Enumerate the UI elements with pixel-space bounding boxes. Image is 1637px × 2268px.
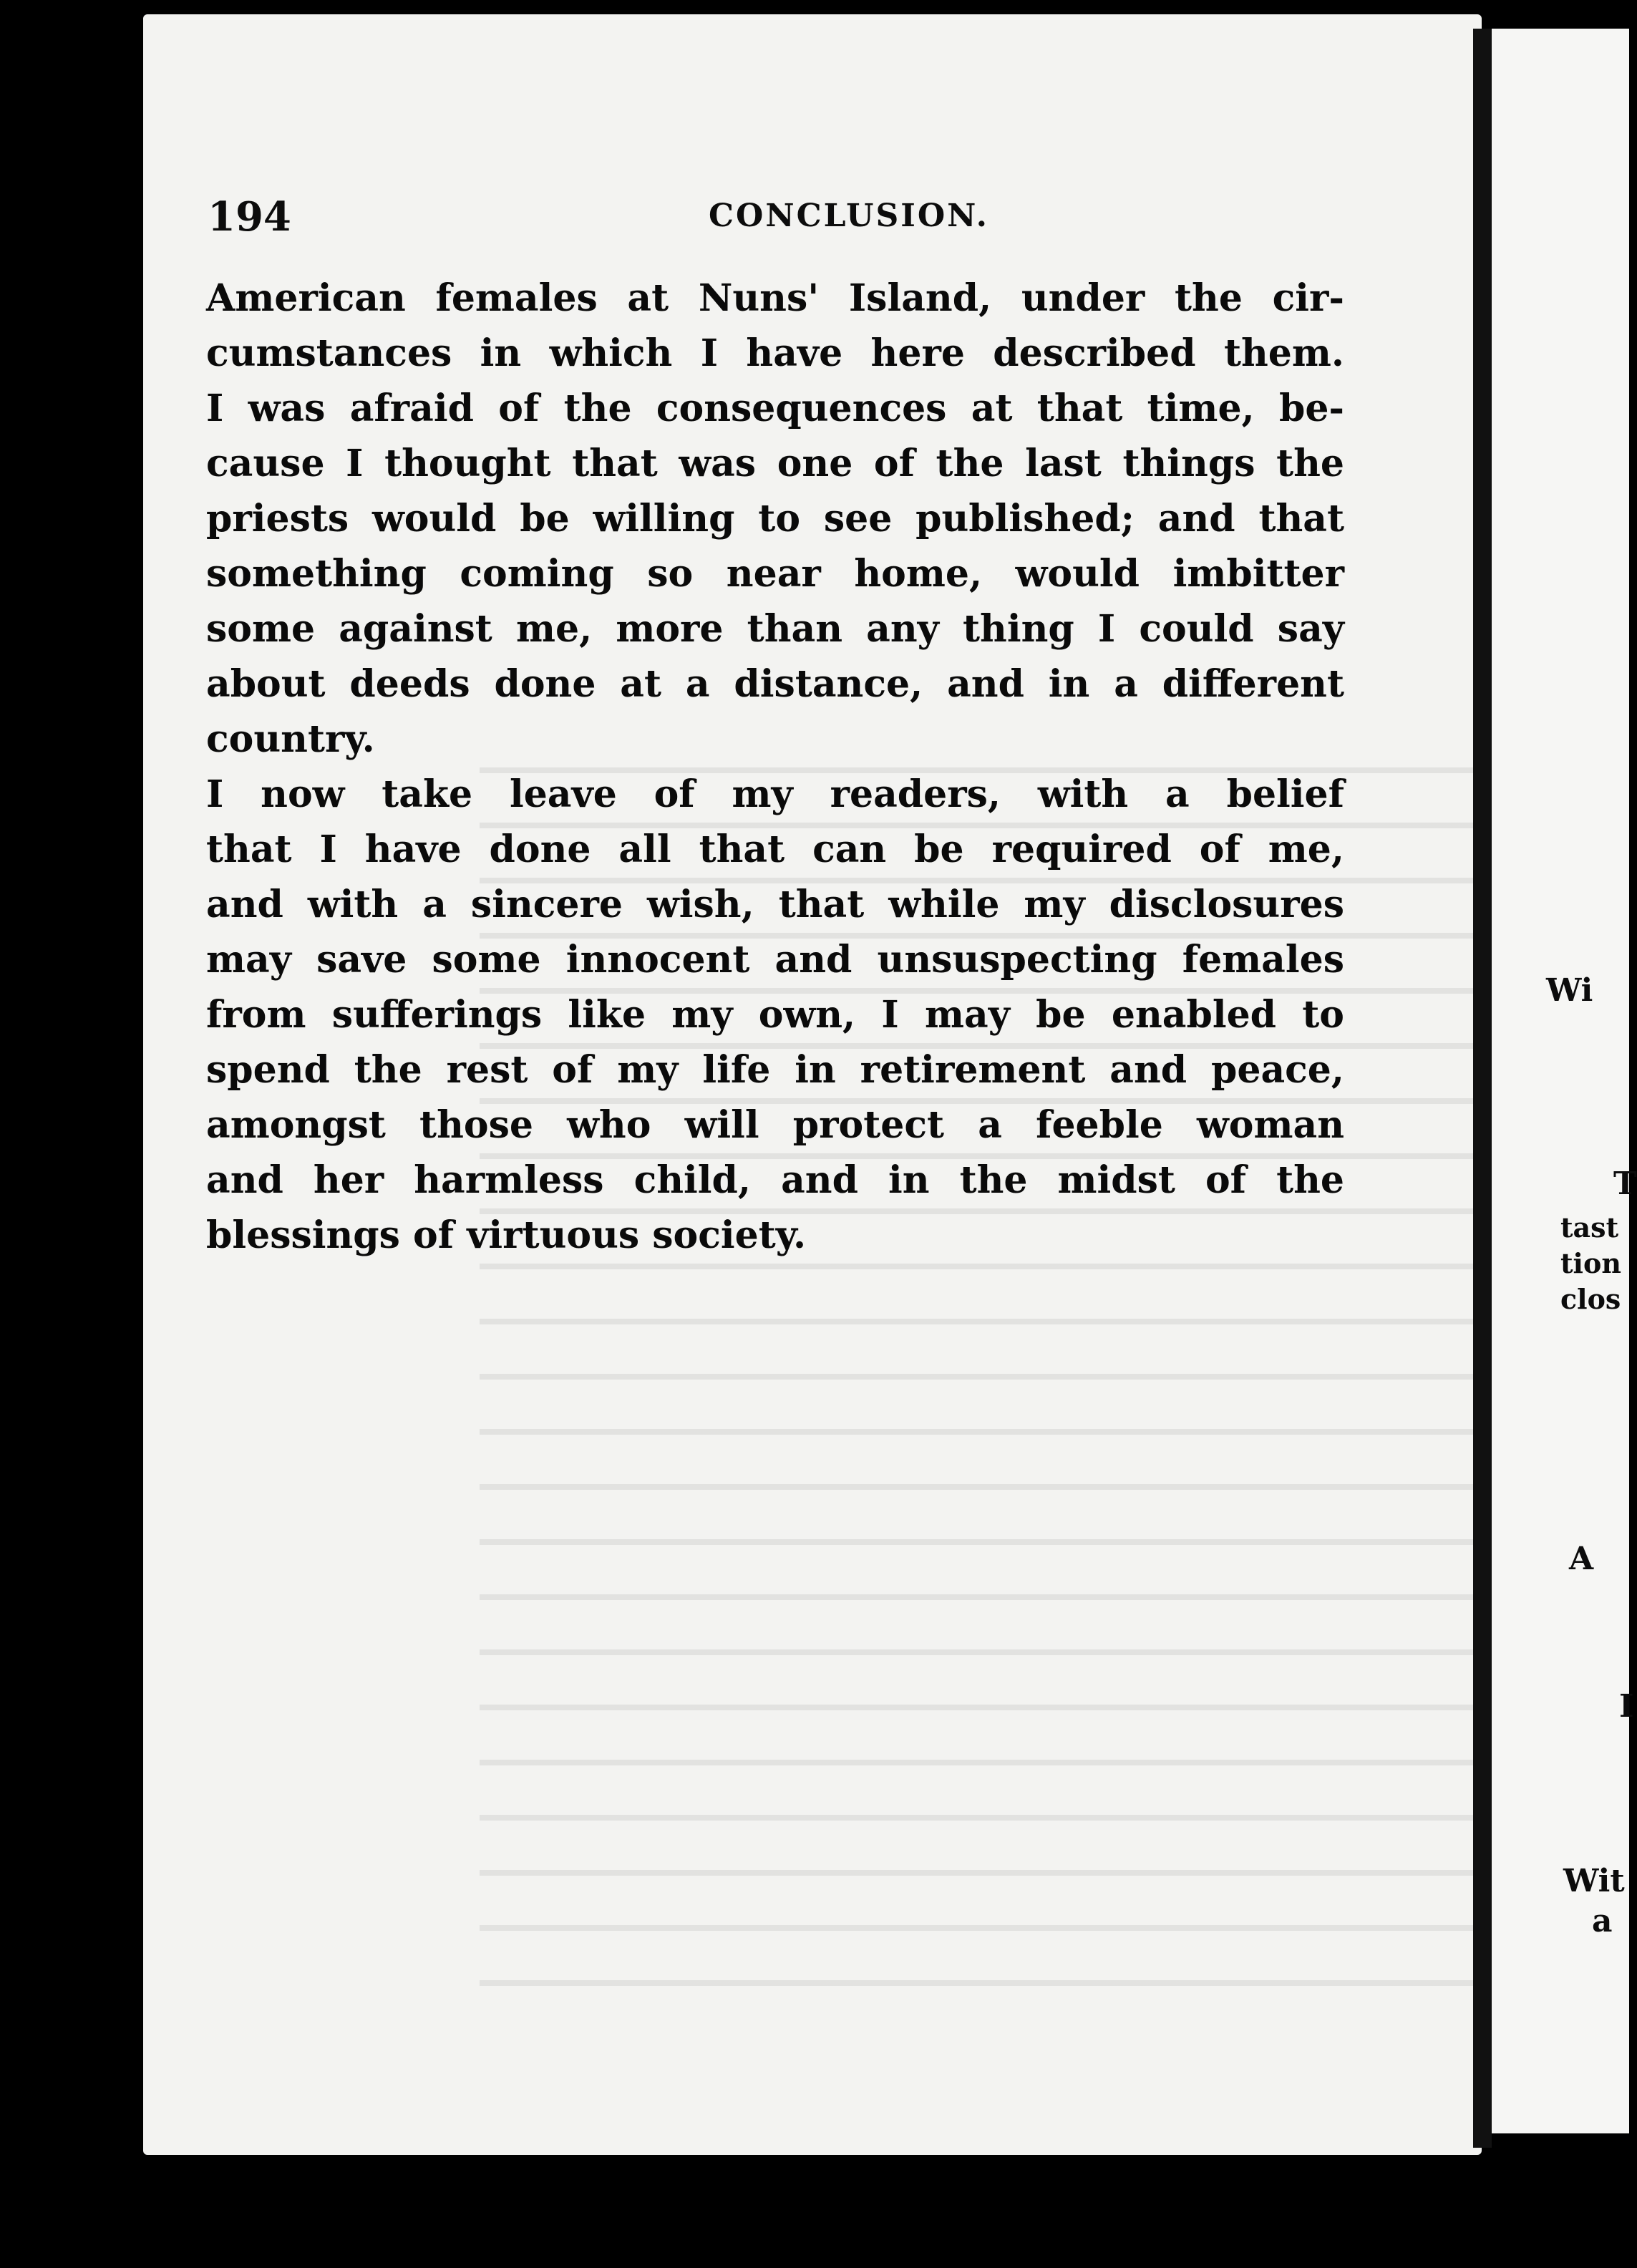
right-page-fragment: clos — [1560, 1283, 1621, 1315]
right-book-page-edge — [1492, 29, 1637, 2133]
book-gutter — [1473, 29, 1492, 2148]
text-line: from sufferings like my own, I may be enabled to — [206, 993, 1344, 1037]
text-line: some against me, more than any thing I could say — [206, 607, 1344, 651]
text-line: cumstances in which I have here described them. — [206, 331, 1344, 375]
text-line: blessings of virtuous society. — [206, 1213, 807, 1257]
right-page-fragment: A — [1569, 1541, 1594, 1577]
text-line: and her harmless child, and in the midst of the — [206, 1158, 1344, 1202]
right-page-fragment: Wit — [1563, 1863, 1625, 1899]
right-page-fragment: I — [1619, 1688, 1634, 1725]
text-line: I now take leave of my readers, with a belief — [206, 772, 1344, 816]
right-page-fragment: T — [1613, 1166, 1637, 1202]
text-line: and with a sincere wish, that while my disclosures — [206, 883, 1344, 926]
text-line: amongst those who will protect a feeble woman — [206, 1103, 1344, 1147]
page-number: 194 — [208, 193, 291, 241]
text-line: American females at Nuns' Island, under the cir- — [206, 276, 1344, 320]
body-text — [206, 271, 1344, 1263]
text-line: that I have done all that can be required of me, — [206, 828, 1344, 871]
right-page-fragment: tast — [1560, 1211, 1619, 1244]
text-line: cause I thought that was one of the last things the — [206, 442, 1344, 485]
text-line: priests would be willing to see published; and that — [206, 497, 1344, 541]
text-line: may save some innocent and unsuspecting females — [206, 938, 1344, 982]
right-page-fragment: tion — [1560, 1247, 1621, 1279]
text-line: I was afraid of the consequences at that time, be- — [206, 387, 1344, 430]
right-page-fragment: Wi — [1546, 972, 1593, 1009]
page-header — [208, 193, 1339, 251]
running-head: CONCLUSION. — [709, 198, 989, 234]
text-line: about deeds done at a distance, and in a different — [206, 662, 1344, 706]
right-page-fragment: a — [1592, 1903, 1613, 1939]
text-line: country. — [206, 717, 375, 761]
text-line: spend the rest of my life in retirement and peace, — [206, 1048, 1344, 1092]
text-line: something coming so near home, would imbitter — [206, 552, 1344, 596]
